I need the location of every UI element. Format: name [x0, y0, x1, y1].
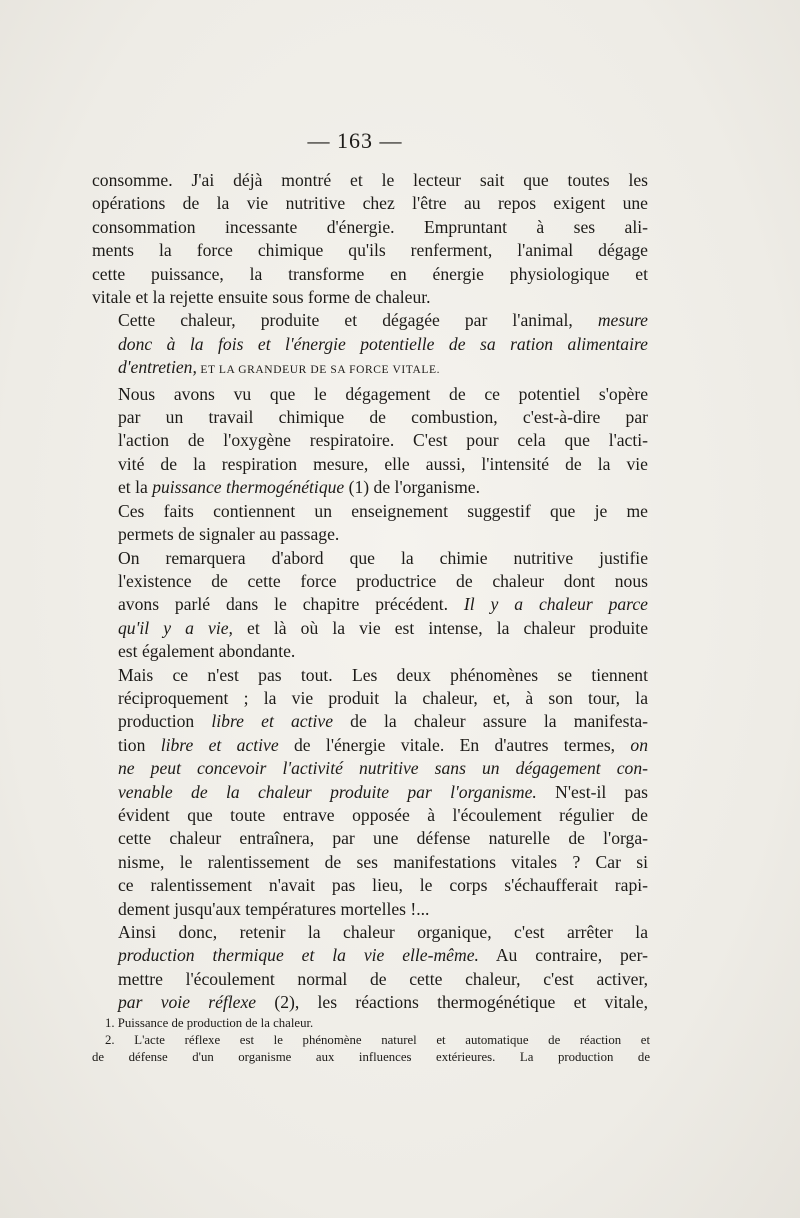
paragraph-4 — [92, 500, 648, 547]
italic-span: d'entretien, — [118, 357, 197, 378]
text-line: consomme. J'ai déjà montré et le lecteur sait que toutes les — [92, 170, 648, 190]
footnote-line: 2. L'acte réflexe est le phénomène naturel et automatique de réaction et — [105, 1033, 650, 1047]
italic-span: ne peut concevoir l'activité nutritive sans un dégagement con- — [118, 758, 648, 779]
text-line: est également abondante. — [118, 641, 296, 662]
text-span: (2), les réactions thermogénétique et vitale, — [256, 992, 649, 1013]
footnote-1: 1. Puissance de production de la chaleur. — [105, 1016, 314, 1030]
text-line: dement jusqu'aux températures mortelles !... — [118, 898, 430, 919]
text-span: de la chaleur assure la manifesta- — [333, 711, 649, 732]
text-line — [92, 593, 648, 616]
paragraph-2 — [92, 309, 648, 382]
text-line: par un travail chimique de combustion, c'est-à-dire par — [118, 407, 648, 428]
text-line: ce ralentissement n'avait pas lieu, le corps s'échaufferait rapi- — [118, 875, 648, 896]
text-span: Cette chaleur, produite et dégagée par l'animal, — [118, 310, 598, 331]
text-line: Nous avons vu que le dégagement de ce potentiel s'opère — [118, 383, 648, 404]
italic-span: libre et active — [160, 734, 279, 755]
text-line — [92, 333, 648, 356]
page-number: — 163 — — [307, 128, 403, 153]
text-line — [92, 617, 648, 640]
text-line: consommation incessante d'énergie. Empruntant à ses ali- — [92, 216, 648, 237]
italic-span: puissance thermogénétique — [152, 477, 345, 498]
italic-span: libre et active — [211, 711, 334, 732]
text-line — [92, 309, 648, 332]
text-line: cette chaleur entraînera, par une défense naturelle de l'orga- — [118, 828, 648, 849]
text-line: réciproquement ; la vie produit la chaleur, et, à son tour, la — [118, 687, 648, 708]
text-line: vitale et la rejette ensuite sous forme de chaleur. — [92, 287, 431, 308]
text-line — [92, 991, 648, 1014]
text-span: production — [118, 711, 212, 732]
paragraph-6 — [92, 664, 648, 921]
paragraph-1 — [92, 169, 648, 309]
text-line — [92, 734, 648, 757]
paragraph-3 — [92, 383, 648, 500]
text-line: On remarquera d'abord que la chimie nutritive justifie — [118, 547, 648, 568]
footnote-2 — [92, 1032, 650, 1066]
text-line: opérations de la vie nutritive chez l'être au repos exigent une — [92, 193, 648, 214]
paragraph-5 — [92, 547, 648, 664]
italic-span: production thermique et la vie elle-même. — [118, 945, 479, 966]
paragraph-7 — [92, 921, 648, 1015]
text-span: (1) de l'organisme. — [344, 477, 480, 498]
text-line: cette puissance, la transforme en énergie physiologique et — [92, 263, 648, 284]
text-line: vité de la respiration mesure, elle aussi, l'intensité de la vie — [118, 453, 648, 474]
text-span: de l'énergie vitale. En d'autres termes, — [278, 734, 631, 755]
text-line — [92, 356, 648, 382]
text-span: et la — [118, 477, 153, 498]
text-span: N'est-il pas — [536, 781, 648, 802]
text-line: permets de signaler au passage. — [118, 524, 340, 545]
text-span: avons parlé dans le chapitre précédent. — [118, 594, 464, 615]
text-span: et là où la vie est intense, la chaleur produite — [232, 617, 648, 638]
text-line — [92, 476, 648, 499]
italic-span: Il y a chaleur parce — [463, 594, 648, 615]
body-text — [92, 169, 648, 1015]
footnotes — [92, 1015, 650, 1066]
small-caps-span: ET LA GRANDEUR DE SA FORCE VITALE. — [196, 364, 441, 377]
text-line — [92, 710, 648, 733]
text-line: l'action de l'oxygène respiratoire. C'est pour cela que l'acti- — [118, 430, 648, 451]
italic-span: qu'il y a vie, — [118, 617, 233, 638]
italic-span: par voie réflexe — [118, 992, 257, 1013]
text-line: mettre l'écoulement normal de cette chaleur, c'est activer, — [118, 968, 648, 989]
text-span: Au contraire, per- — [478, 945, 648, 966]
text-line: nisme, le ralentissement de ses manifestations vitales ? Car si — [118, 851, 648, 872]
text-line: Ainsi donc, retenir la chaleur organique, c'est arrêter la — [118, 922, 648, 942]
italic-span: venable de la chaleur produite par l'organisme. — [118, 781, 537, 802]
footnote-line: de défense d'un organisme aux influences extérieures. La production de — [92, 1050, 650, 1064]
text-line — [92, 944, 648, 967]
text-line: Ces faits contiennent un enseignement suggestif que je me — [118, 500, 648, 521]
italic-span: donc à la fois et l'énergie potentielle de sa ration alimentaire — [118, 333, 648, 354]
text-line: évident que toute entrave opposée à l'écoulement régulier de — [118, 804, 648, 825]
text-line — [92, 781, 648, 804]
text-line: l'existence de cette force productrice de chaleur dont nous — [118, 570, 648, 591]
text-line: Mais ce n'est pas tout. Les deux phénomènes se tiennent — [118, 664, 648, 685]
text-line — [92, 757, 648, 780]
italic-span: on — [630, 734, 648, 755]
text-line: ments la force chimique qu'ils renferment, l'animal dégage — [92, 240, 648, 261]
italic-span: mesure — [597, 310, 648, 331]
text-span: tion — [118, 734, 161, 755]
